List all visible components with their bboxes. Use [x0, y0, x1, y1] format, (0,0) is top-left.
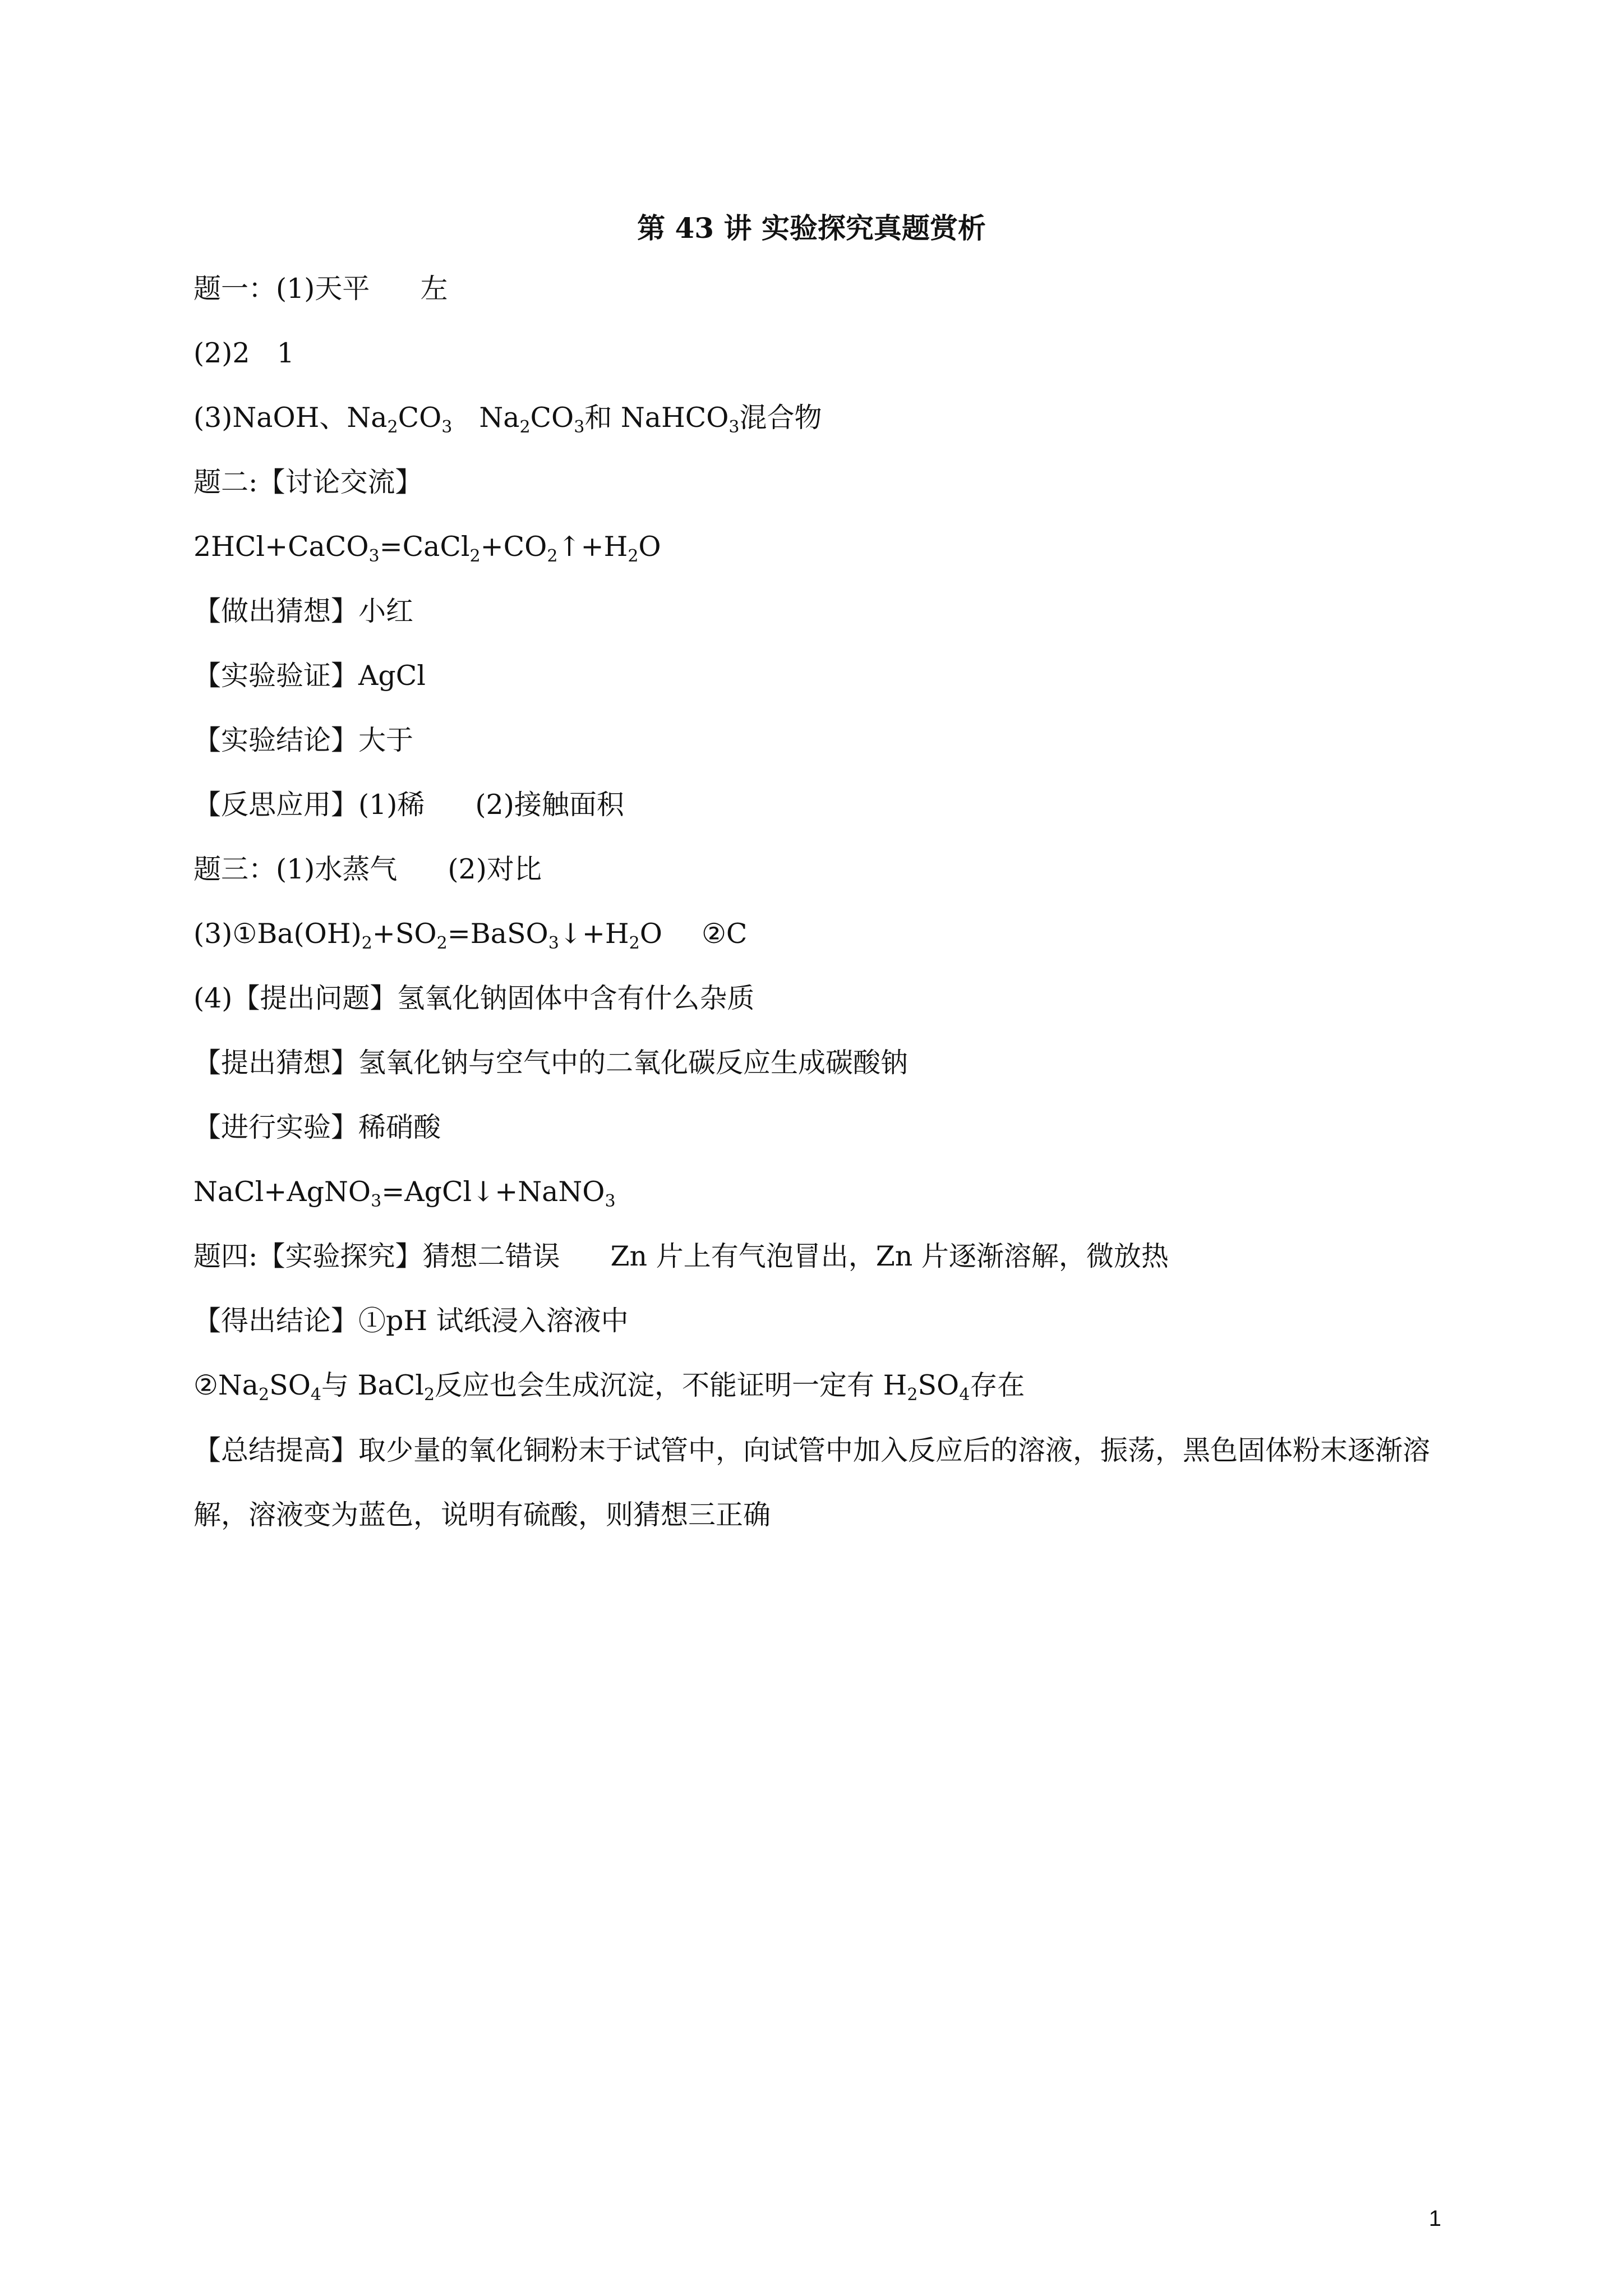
q1-answer-2a: (2)2 — [193, 337, 250, 369]
q4-answer-1a: 题四:【实验探究】猜想二错误 — [193, 1240, 560, 1272]
q1-answer-3-text: (3)NaOH、Na — [193, 402, 388, 434]
q3-hypothesis: 【提出猜想】氢氧化钠与空气中的二氧化碳反应生成碳酸钠 — [193, 1047, 909, 1079]
q1-answer-2b: 1 — [276, 337, 294, 369]
equation-text: NaCl+AgNO — [193, 1176, 371, 1208]
q4-text: ②Na — [193, 1369, 259, 1401]
q2-label: 题二:【讨论交流】 — [193, 466, 423, 498]
page-number: 1 — [1428, 2206, 1441, 2231]
q2-guess: 【做出猜想】小红 — [193, 595, 414, 627]
q3-line-1 — [193, 850, 1450, 914]
equation-text: 2HCl+CaCO — [193, 531, 369, 563]
subscript: 3 — [574, 417, 585, 437]
equation-text: =CaCl — [379, 531, 470, 563]
q4-answer-1b: Zn 片上有气泡冒出，Zn 片逐渐溶解，微放热 — [610, 1240, 1169, 1272]
q4-summary: 【总结提高】取少量的氧化铜粉末于试管中，向试管中加入反应后的溶液，振荡，黑色固体粉末逐渐溶解，溶液变为蓝色，说明有硫酸，则猜想三正确 — [193, 1434, 1431, 1531]
subscript: 2 — [361, 933, 372, 953]
subscript: 3 — [368, 546, 380, 566]
subscript: 3 — [441, 417, 453, 437]
subscript: 4 — [959, 1385, 970, 1405]
subscript: 4 — [310, 1385, 321, 1405]
subscript: 2 — [629, 933, 640, 953]
equation-text: ↑+H — [557, 531, 628, 563]
q1-answer-3-text: 和 NaHCO — [584, 402, 729, 434]
equation-text: +SO — [372, 918, 437, 950]
q1-answer-3-text: Na — [479, 402, 520, 434]
subscript: 3 — [548, 933, 559, 953]
q2-reflect-b: (2)接触面积 — [475, 789, 624, 821]
subscript: 2 — [387, 417, 398, 437]
subscript: 2 — [259, 1385, 270, 1405]
q3-answer-2b: ②C — [701, 918, 748, 950]
q1-answer-1a: (1)天平 — [276, 273, 370, 305]
q3-answer-1a: 题三：(1)水蒸气 — [193, 853, 398, 885]
q1-answer-3-text: CO — [530, 402, 574, 434]
q3-answer-1b: (2)对比 — [448, 853, 542, 885]
equation-text: =AgCl↓+NaNO — [381, 1176, 605, 1208]
q1-answer-3-text: CO — [398, 402, 442, 434]
q1-answer-1b: 左 — [420, 273, 448, 305]
q4-line-2: 【得出结论】①pH 试纸浸入溶液中 — [193, 1305, 629, 1337]
subscript: 3 — [371, 1191, 382, 1211]
subscript: 2 — [469, 546, 481, 566]
subscript: 2 — [628, 546, 639, 566]
equation-text: O — [639, 918, 662, 950]
q2-reflect — [193, 785, 1450, 850]
q2-equation — [193, 527, 1450, 592]
q2-conclusion: 【实验结论】大于 — [193, 724, 414, 756]
subscript: 2 — [423, 1385, 435, 1405]
q3-experiment: 【进行实验】稀硝酸 — [193, 1111, 441, 1143]
equation-text: O — [638, 531, 661, 563]
subscript: 2 — [436, 933, 448, 953]
q1-line-2 — [193, 334, 1450, 398]
subscript: 3 — [605, 1191, 616, 1211]
q3-question: (4)【提出问题】氢氧化钠固体中含有什么杂质 — [193, 982, 755, 1014]
q4-text: SO — [917, 1369, 960, 1401]
q1-label: 题一： — [193, 273, 276, 305]
q3-line-2 — [193, 914, 1450, 979]
subscript: 3 — [728, 417, 740, 437]
q2-reflect-a: 【反思应用】(1)稀 — [193, 789, 425, 821]
equation-text: +CO — [480, 531, 547, 563]
q4-line-1 — [193, 1237, 1450, 1301]
subscript: 2 — [547, 546, 558, 566]
answer-content — [193, 269, 1450, 1547]
q2-verify: 【实验验证】AgCl — [193, 660, 426, 692]
q3-equation — [193, 1172, 1450, 1237]
subscript: 2 — [519, 417, 531, 437]
q4-text: 存在 — [970, 1369, 1025, 1401]
q1-line-1 — [193, 269, 1450, 334]
q4-text: 与 BaCl — [321, 1369, 424, 1401]
equation-text: (3)①Ba(OH) — [193, 918, 362, 950]
q1-answer-3-text: 混合物 — [739, 402, 822, 434]
q1-line-3 — [193, 398, 1450, 463]
page-title: 第 43 讲 实验探究真题赏析 — [637, 211, 986, 245]
q4-text: SO — [269, 1369, 311, 1401]
equation-text: ↓+H — [559, 918, 629, 950]
equation-text: =BaSO — [447, 918, 548, 950]
q4-text: 反应也会生成沉淀，不能证明一定有 H — [435, 1369, 907, 1401]
subscript: 2 — [907, 1385, 918, 1405]
